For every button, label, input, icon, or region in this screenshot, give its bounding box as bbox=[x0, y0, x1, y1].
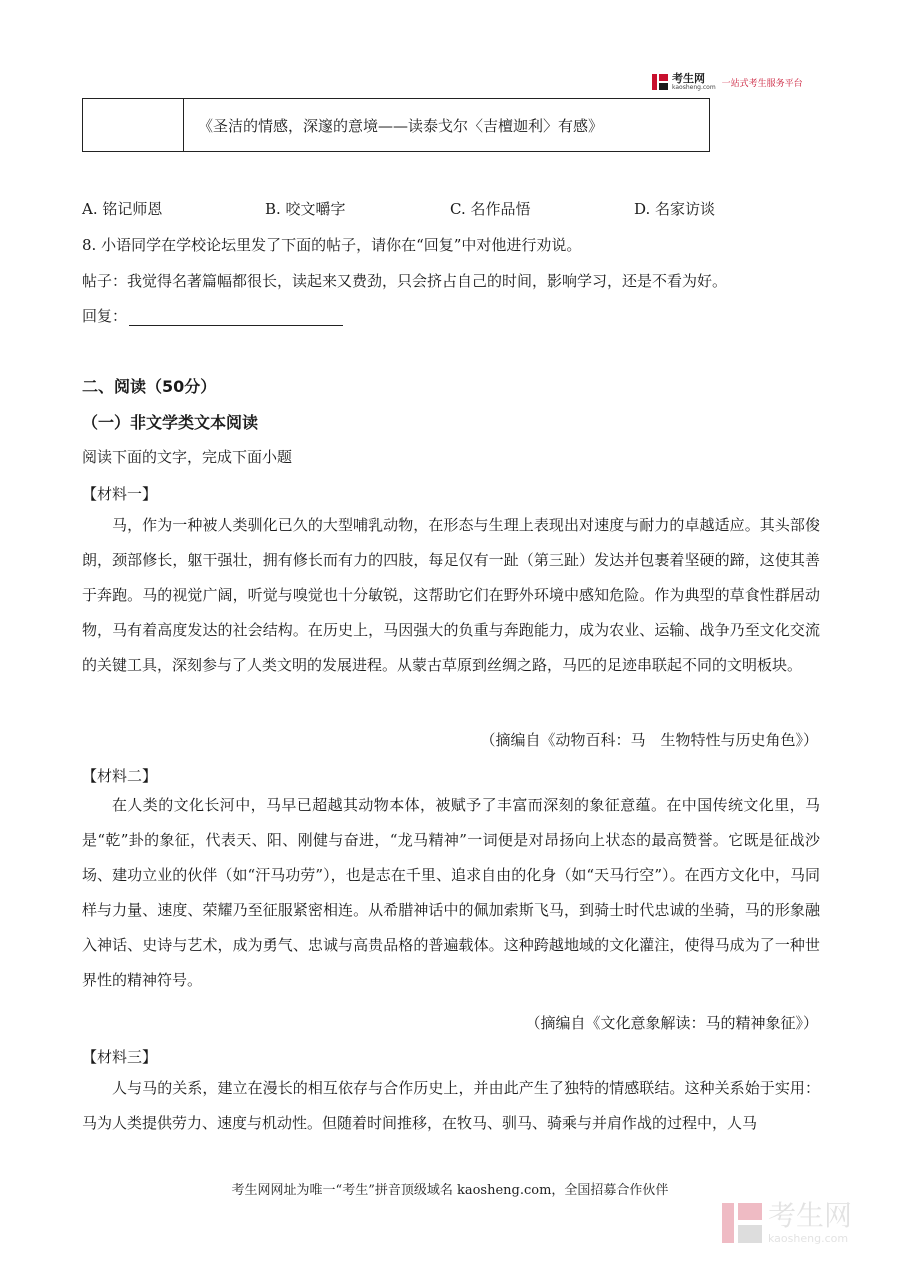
section-instruction: 阅读下面的文字，完成下面小题 bbox=[82, 448, 293, 466]
material-1-text: 马，作为一种被人类驯化已久的大型哺乳动物，在形态与生理上表现出对速度与耐力的卓越适应。其头部俊朗，颈部修长，躯干强壮，拥有修长而有力的四肢，每足仅有一趾（第三趾）发达并包裹着坚硬的蹄，这使其善于奔跑。马的视觉广阔，听觉与嗅觉也十分敏锐，这帮助它们在野外环境中感知危险。作为典型的草食性群居动物，马有着高度发达的社会结构。在历史上，马因强大的负重与奔跑能力，成为农业、运输、战争乃至文化交流的关键工具，深刻参与了人类文明的发展进程。从蒙古草原到丝绸之路，马匹的足迹串联起不同的文明板块。 bbox=[82, 516, 820, 674]
table-empty-cell bbox=[83, 99, 184, 151]
logo-slogan: 一站式考生服务平台 bbox=[721, 78, 803, 89]
material-1-source: （摘编自《动物百科：马 生物特性与历史角色》） bbox=[480, 731, 818, 749]
material-2-source: （摘编自《文化意象解读：马的精神象征》） bbox=[525, 1014, 818, 1032]
option-c: C. 名作品悟 bbox=[450, 200, 531, 218]
material-3-label: 【材料三】 bbox=[82, 1048, 158, 1066]
logo-domain: kaosheng.com bbox=[672, 84, 716, 91]
section-title: 二、阅读（50分） bbox=[82, 377, 217, 396]
answer-table bbox=[82, 98, 710, 152]
section-subtitle: （一）非文学类文本阅读 bbox=[82, 413, 259, 432]
table-title-cell: 《圣洁的情感，深邃的意境——读泰戈尔〈吉檀迦利〉有感》 bbox=[198, 116, 604, 135]
material-1-label: 【材料一】 bbox=[82, 485, 158, 503]
logo-icon bbox=[652, 74, 668, 90]
option-b: B. 咬文嚼字 bbox=[265, 200, 346, 218]
watermark-domain: kaosheng.com bbox=[768, 1232, 849, 1245]
option-a: A. 铭记师恩 bbox=[82, 200, 163, 218]
site-logo bbox=[652, 72, 803, 92]
material-2-label: 【材料二】 bbox=[82, 767, 158, 785]
option-d: D. 名家访谈 bbox=[634, 200, 716, 218]
material-2-text: 在人类的文化长河中，马早已超越其动物本体，被赋予了丰富而深刻的象征意蕴。在中国传统文化里，马是“乾”卦的象征，代表天、阳、刚健与奋进，“龙马精神”一词便是对昂扬向上状态的最高赞誉。它既是征战沙场、建功立业的伙伴（如“汗马功劳”），也是志在千里、追求自由的化身（如“天马行空”）。在西方文化中，马同样与力量、速度、荣耀乃至征服紧密相连。从希腊神话中的佩加索斯飞马，到骑士时代忠诚的坐骑，马的形象融入神话、史诗与艺术，成为勇气、忠诚与高贵品格的普遍载体。这种跨越地域的文化灌注，使得马成为了一种世界性的精神符号。 bbox=[82, 796, 820, 989]
question-8-reply bbox=[82, 305, 343, 326]
reply-label: 回复： bbox=[82, 307, 128, 325]
watermark-logo bbox=[722, 1199, 853, 1245]
watermark-name: 考生网 bbox=[768, 1199, 853, 1232]
question-8-prompt: 8. 小语同学在学校论坛里发了下面的帖子，请你在“回复”中对他进行劝说。 bbox=[82, 236, 582, 254]
question-8-post: 帖子：我觉得名著篇幅都很长，读起来又费劲，只会挤占自己的时间，影响学习，还是不看为好。 bbox=[82, 272, 728, 290]
material-3-text: 人与马的关系，建立在漫长的相互依存与合作历史上，并由此产生了独特的情感联结。这种关系始于实用：马为人类提供劳力、速度与机动性。但随着时间推移，在牧马、驯马、骑乘与并肩作战的过程中，人马 bbox=[82, 1079, 820, 1132]
logo-name: 考生网 bbox=[672, 72, 705, 85]
watermark-icon bbox=[722, 1203, 762, 1243]
page-footer: 考生网网址为唯一“考生”拼音顶级域名 kaosheng.com，全国招募合作伙伴 bbox=[231, 1183, 669, 1198]
reply-blank bbox=[129, 311, 343, 326]
